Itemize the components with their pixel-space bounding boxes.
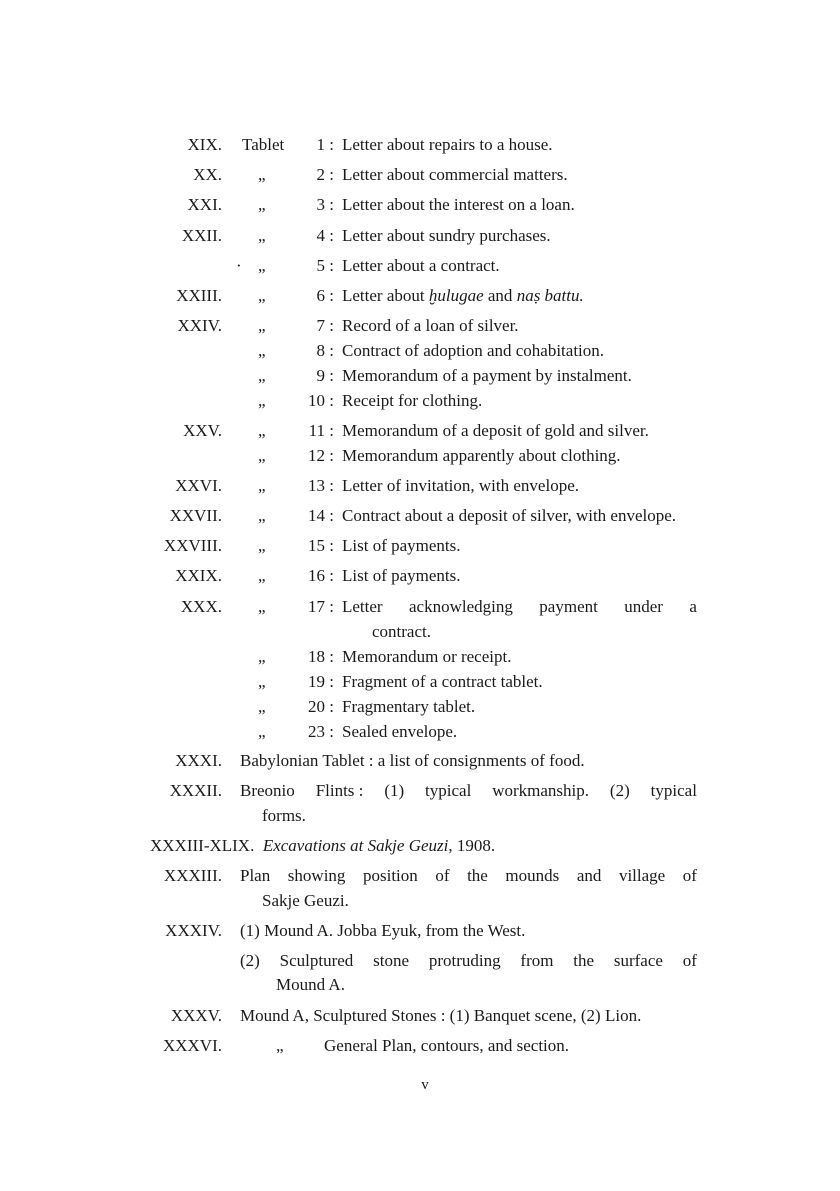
plate-number: XXVI. — [175, 476, 222, 495]
entry-description: Record of a loan of silver. — [342, 316, 519, 335]
entry-description: List of payments. — [342, 536, 461, 555]
entry-description: Receipt for clothing. — [342, 391, 483, 410]
description-word: the — [467, 866, 488, 885]
description-word: Flints : — [315, 781, 364, 800]
plate-number: XX. — [193, 165, 222, 184]
description-word: position — [362, 866, 418, 885]
tablet-number: 7 : — [316, 316, 334, 335]
description-text: Letter about — [342, 286, 429, 305]
tablet-number: 23 : — [308, 722, 334, 741]
stray-mark: · — [236, 256, 242, 275]
plate-number: XXIV. — [177, 316, 222, 335]
tablet-number: 14 : — [308, 506, 334, 525]
description-word: of — [682, 951, 697, 970]
description-word: and — [576, 866, 602, 885]
entry-description: Fragmentary tablet. — [342, 697, 476, 716]
description-word: surface — [613, 951, 663, 970]
description-word: (2) — [240, 951, 260, 970]
tablet-number: 2 : — [316, 165, 334, 184]
entry-description: (1) Mound A. Jobba Eyuk, from the West. — [240, 921, 526, 940]
tablet-number: 20 : — [308, 697, 334, 716]
description-word: from — [520, 951, 554, 970]
plate-number: XXI. — [187, 195, 222, 214]
entry-description: Letter about commercial matters. — [342, 165, 568, 184]
entry-description-continued: Mound A. — [276, 975, 345, 994]
ditto-mark: „ — [258, 722, 266, 741]
ditto-mark: „ — [258, 366, 266, 385]
description-word: showing — [287, 866, 346, 885]
entry-description-continued: contract. — [372, 622, 431, 641]
entry-description — [342, 597, 697, 617]
ditto-mark: „ — [258, 316, 266, 335]
entry-description: Sealed envelope. — [342, 722, 458, 741]
tablet-number: 17 : — [308, 597, 334, 616]
section-title: Excavations at Sakje Geuzi — [262, 836, 449, 855]
ditto-mark: „ — [258, 476, 266, 495]
plate-number: XXXIV. — [165, 921, 222, 940]
tablet-number: 10 : — [308, 391, 334, 410]
entry-description: Letter about a contract. — [342, 256, 500, 275]
entry-description: Memorandum apparently about clothing. — [342, 446, 621, 465]
plate-number: XXXI. — [175, 751, 222, 770]
description-word: workmanship. — [492, 781, 590, 800]
entry-description: Letter about the interest on a loan. — [342, 195, 575, 214]
tablet-number: 11 : — [308, 421, 334, 440]
entry-description: List of payments. — [342, 566, 461, 585]
ditto-mark: „ — [258, 256, 266, 275]
plate-number: XXX. — [180, 597, 222, 616]
ditto-mark: „ — [258, 195, 266, 214]
description-word: mounds — [505, 866, 560, 885]
tablet-label: Tablet — [242, 135, 285, 154]
description-word: (1) — [384, 781, 405, 800]
entry-description: General Plan, contours, and section. — [324, 1036, 570, 1055]
entry-description: Letter of invitation, with envelope. — [342, 476, 579, 495]
plate-number: XXIX. — [175, 566, 222, 585]
ditto-mark: „ — [258, 286, 266, 305]
description-text: and — [483, 286, 517, 305]
ditto-mark: „ — [258, 341, 266, 360]
entry-description: Babylonian Tablet : a list of consignments of food. — [240, 751, 585, 770]
entry-description-continued: forms. — [262, 806, 306, 825]
description-word: a — [689, 597, 697, 616]
description-term: ḫulugae — [428, 286, 484, 305]
entry-description: Letter about sundry purchases. — [342, 226, 551, 245]
tablet-number: 16 : — [308, 566, 334, 585]
tablet-number: 1 : — [316, 135, 334, 154]
description-word: protruding — [428, 951, 501, 970]
description-word: the — [573, 951, 595, 970]
entry-description — [240, 781, 697, 801]
description-word: under — [624, 597, 663, 616]
tablet-number: 6 : — [316, 286, 334, 305]
tablet-number: 18 : — [308, 647, 334, 666]
description-word: of — [682, 866, 697, 885]
ditto-mark: „ — [258, 647, 266, 666]
ditto-mark: „ — [258, 672, 266, 691]
ditto-mark: „ — [258, 597, 266, 616]
ditto-mark: „ — [258, 165, 266, 184]
entry-description — [240, 866, 697, 886]
tablet-number: 3 : — [316, 195, 334, 214]
description-word: acknowledging — [409, 597, 513, 616]
ditto-mark: „ — [258, 226, 266, 245]
entry-description — [342, 286, 584, 306]
tablet-number: 13 : — [308, 476, 334, 495]
ditto-mark: „ — [258, 697, 266, 716]
plate-number: XXXII. — [169, 781, 222, 800]
description-word: village — [618, 866, 666, 885]
plate-number: XXIII. — [176, 286, 222, 305]
plate-number: XXV. — [183, 421, 222, 440]
plate-number: XXXV. — [170, 1006, 222, 1025]
section-year: , 1908. — [448, 836, 496, 855]
tablet-number: 8 : — [316, 341, 334, 360]
description-word: Plan — [240, 866, 271, 885]
tablet-number: 12 : — [308, 446, 334, 465]
ditto-mark: „ — [258, 446, 266, 465]
description-word: of — [435, 866, 450, 885]
tablet-number: 19 : — [308, 672, 334, 691]
description-word: payment — [539, 597, 598, 616]
tablet-number: 4 : — [316, 226, 334, 245]
entry-description-continued: Sakje Geuzi. — [262, 891, 349, 910]
description-word: Sculptured — [279, 951, 354, 970]
section-label: XXXIII-XLIX. — [150, 836, 255, 855]
ditto-mark: „ — [258, 536, 266, 555]
entry-description: Fragment of a contract tablet. — [342, 672, 543, 691]
description-word: typical — [425, 781, 472, 800]
entry-description: Letter about repairs to a house. — [342, 135, 553, 154]
entry-description: Mound A, Sculptured Stones : (1) Banquet scene, (2) Lion. — [240, 1006, 642, 1025]
ditto-mark: „ — [258, 421, 266, 440]
tablet-number: 15 : — [308, 536, 334, 555]
description-word: (2) — [609, 781, 630, 800]
ditto-mark: „ — [258, 506, 266, 525]
entry-description: Memorandum of a payment by instalment. — [342, 366, 632, 385]
description-word: stone — [373, 951, 409, 970]
description-term: naṣ battu. — [516, 286, 584, 305]
description-word: Breonio — [240, 781, 295, 800]
page-number: v — [421, 1077, 429, 1093]
plate-number: XXVII. — [169, 506, 222, 525]
ditto-mark: „ — [258, 391, 266, 410]
tablet-number: 9 : — [316, 366, 334, 385]
tablet-number: 5 : — [316, 256, 334, 275]
entry-description: Contract of adoption and cohabitation. — [342, 341, 605, 360]
description-word: Letter — [342, 597, 383, 616]
entry-description — [240, 951, 697, 971]
plate-number: XXII. — [181, 226, 222, 245]
plate-number: XXXIII. — [163, 866, 222, 885]
plate-number: XIX. — [187, 135, 222, 154]
entry-description: Contract about a deposit of silver, with envelope. — [342, 506, 677, 525]
entry-description: Memorandum of a deposit of gold and silver. — [342, 421, 649, 440]
section-heading — [150, 836, 495, 856]
plate-number: XXXVI. — [162, 1036, 222, 1055]
entry-description: Memorandum or receipt. — [342, 647, 512, 666]
plate-number: XXVIII. — [163, 536, 222, 555]
ditto-mark: „ — [258, 566, 266, 585]
description-word: typical — [650, 781, 697, 800]
ditto-mark: „ — [276, 1036, 284, 1055]
